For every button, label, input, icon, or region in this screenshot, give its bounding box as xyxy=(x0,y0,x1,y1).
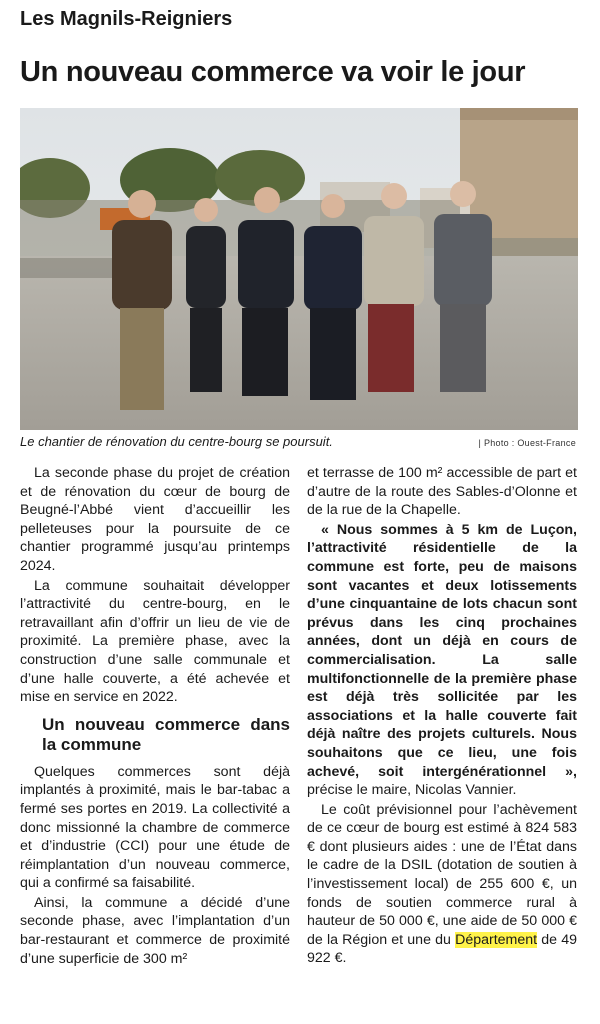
article-photo xyxy=(20,108,578,430)
paragraph xyxy=(307,801,577,968)
article-column-left xyxy=(20,464,290,968)
section-kicker: Les Magnils-Reigniers xyxy=(20,8,233,30)
quote-paragraph xyxy=(307,521,577,800)
article-headline: Un nouveau commerce va voir le jour xyxy=(20,56,526,88)
paragraph: La commune souhaitait développer l’attractivité du centre-bourg, en le retravaillant afin d’offrir un lieu de vie de proximité. La première phase, avec la construction d’une salle communale et d’une halle couverte, a été achevée et mise en service en 2022. xyxy=(20,577,290,706)
article-column-right xyxy=(307,464,577,968)
mayor-quote: « Nous sommes à 5 km de Luçon, l’attractivité résidentielle de la commune est forte, peu de maisons sont vacantes et deux lotissements d’une cinquantaine de lots chacun sont prévus dans les cinq prochaines années, dont un déjà en cours de commercialisation. La salle multifonctionnelle de la première phase est déjà très sollicitée par les associations et la halle couverte fait déjà naître des projets culturels. Nous souhaitons que ce lieu, une fois achevé, soit intergénérationnel », xyxy=(307,521,577,780)
photo-credit: | Photo : Ouest-France xyxy=(478,438,576,448)
paragraph: et terrasse de 100 m² accessible de part et d’autre de la route des Sables-d’Olonne et de la rue de la Chapelle. xyxy=(307,465,577,519)
photo-caption: Le chantier de rénovation du centre-bourg se poursuit. xyxy=(20,434,333,449)
photo-illustration xyxy=(20,108,578,430)
highlighted-word: Département xyxy=(455,931,538,948)
cost-text-end: de 49 922 €. xyxy=(307,931,577,967)
subheading: Un nouveau commerce dans la commune xyxy=(42,714,290,754)
paragraph: Quelques commerces sont déjà implantés à proximité, mais le bar-tabac a fermé ses portes en 2019. La collectivité a donc missionné la chambre de commerce et d’industrie (CCI) pour une étude de réimplantation d’un nouveau commerce, qui a confirmé sa faisabilité. xyxy=(20,763,290,892)
cost-text: Le coût prévisionnel pour l’achèvement de ce cœur de bourg est estimé à 824 583 € dont plusieurs aides : une de l’État dans le cadre de la DSIL (dotation de soutien à l’investissement local) de 255 600 €, un fonds de soutien commerce rural à hauteur de 50 000 €, une aide de 50 000 € de la Région et une du xyxy=(307,801,577,948)
quote-attribution: précise le maire, Nicolas Vannier. xyxy=(307,782,517,799)
paragraph: Ainsi, la commune a décidé d’une seconde phase, avec l’implantation d’un bar-restaurant et commerce de proximité d’une superficie de 300 m² xyxy=(20,894,290,967)
paragraph: La seconde phase du projet de création et de rénovation du cœur de bourg de Beugné-l’Abbé vient d’accueillir les pelleteuses pour la poursuite de ce chantier programmé jusqu’au printemps 2024. xyxy=(20,465,290,574)
